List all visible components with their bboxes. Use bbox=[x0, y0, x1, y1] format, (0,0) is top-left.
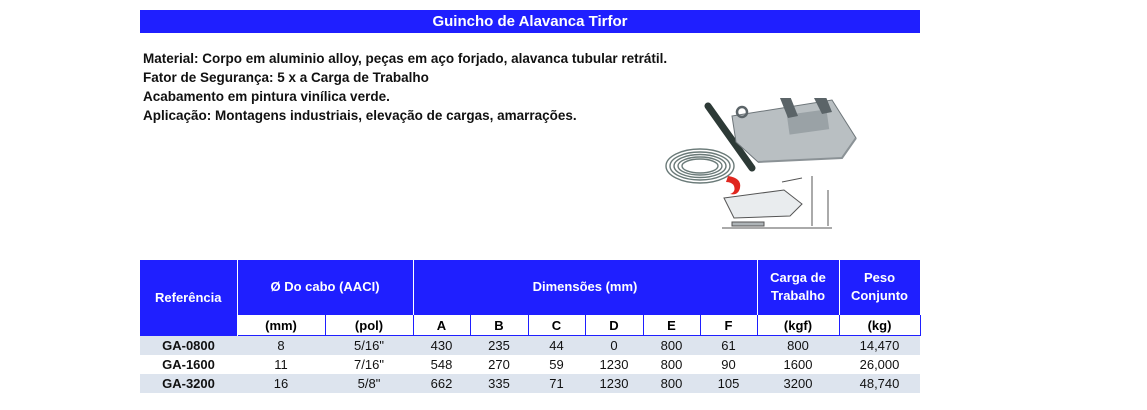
unit-E: E bbox=[643, 315, 700, 336]
unit-kg: (kg) bbox=[839, 315, 920, 336]
cell-pol: 7/16" bbox=[354, 357, 384, 372]
unit-D: D bbox=[585, 315, 643, 336]
unit-A: A bbox=[413, 315, 470, 336]
cell-ref: GA-3200 bbox=[140, 374, 237, 393]
header-cabo: Ø Do cabo (AACI) bbox=[237, 260, 413, 315]
description-application: Aplicação: Montagens industriais, elevação de cargas, amarrações. bbox=[143, 108, 577, 123]
unit-pol: (pol) bbox=[325, 315, 413, 336]
cell-D: 1230 bbox=[599, 357, 629, 372]
cell-A: 662 bbox=[413, 374, 470, 393]
cell-C: 71 bbox=[528, 374, 585, 393]
cell-mm: 16 bbox=[237, 374, 325, 393]
cell-C: 44 bbox=[528, 336, 585, 356]
header-dimensoes: Dimensões (mm) bbox=[413, 260, 757, 315]
red-hook-icon bbox=[726, 176, 740, 194]
cell-B: 235 bbox=[470, 336, 528, 356]
cell-F: 61 bbox=[700, 336, 757, 356]
unit-kgf: (kgf) bbox=[757, 315, 839, 336]
cell-pol: 5/16" bbox=[325, 336, 413, 356]
description-safety-factor: Fator de Segurança: 5 x a Carga de Trabalho bbox=[143, 70, 429, 85]
cell-mm: 8 bbox=[237, 336, 325, 356]
table-row bbox=[140, 355, 920, 374]
header-referencia: Referência bbox=[140, 260, 237, 336]
cell-E: 800 bbox=[643, 336, 700, 356]
cell-mm: 11 bbox=[274, 357, 288, 372]
product-image bbox=[662, 98, 858, 234]
cell-pol: 5/8" bbox=[325, 374, 413, 393]
cell-D: 0 bbox=[585, 336, 643, 356]
cell-ref: GA-0800 bbox=[140, 336, 237, 356]
cell-kgf: 3200 bbox=[757, 374, 839, 393]
cell-E: 800 bbox=[643, 374, 700, 393]
cell-kg: 26,000 bbox=[859, 357, 900, 372]
cell-A: 548 bbox=[430, 357, 453, 372]
unit-B: B bbox=[470, 315, 528, 336]
cell-D: 1230 bbox=[585, 374, 643, 393]
page-title: Guincho de Alavanca Tirfor bbox=[140, 10, 920, 33]
table-row bbox=[140, 374, 920, 393]
winch-body bbox=[732, 98, 856, 162]
header-peso bbox=[839, 260, 920, 315]
header-peso-text: Peso Conjunto bbox=[850, 270, 909, 303]
unit-mm: (mm) bbox=[237, 315, 325, 336]
table-row bbox=[140, 336, 920, 356]
description-finish: Acabamento em pintura vinílica verde. bbox=[143, 89, 390, 104]
unit-F: F bbox=[700, 315, 757, 336]
header-carga bbox=[757, 260, 839, 315]
cell-F: 105 bbox=[700, 374, 757, 393]
cell-kgf: 800 bbox=[757, 336, 839, 356]
cell-kgf: 1600 bbox=[783, 357, 813, 372]
unit-C: C bbox=[528, 315, 585, 336]
cell-ref: GA-1600 bbox=[162, 357, 215, 372]
cell-A: 430 bbox=[413, 336, 470, 356]
cell-kg: 14,470 bbox=[839, 336, 920, 356]
header-carga-text: Carga de Trabalho bbox=[770, 270, 826, 303]
cell-B: 270 bbox=[488, 357, 510, 372]
cell-F: 90 bbox=[721, 357, 736, 372]
cell-kg: 48,740 bbox=[839, 374, 920, 393]
description-block bbox=[143, 49, 667, 125]
wire-rope-coil bbox=[666, 149, 734, 183]
cell-E: 800 bbox=[660, 357, 683, 372]
cell-B: 335 bbox=[470, 374, 528, 393]
specs-table bbox=[140, 260, 921, 393]
cell-C: 59 bbox=[549, 357, 564, 372]
description-material: Material: Corpo em aluminio alloy, peças em aço forjado, alavanca tubular retrátil. bbox=[143, 51, 668, 66]
